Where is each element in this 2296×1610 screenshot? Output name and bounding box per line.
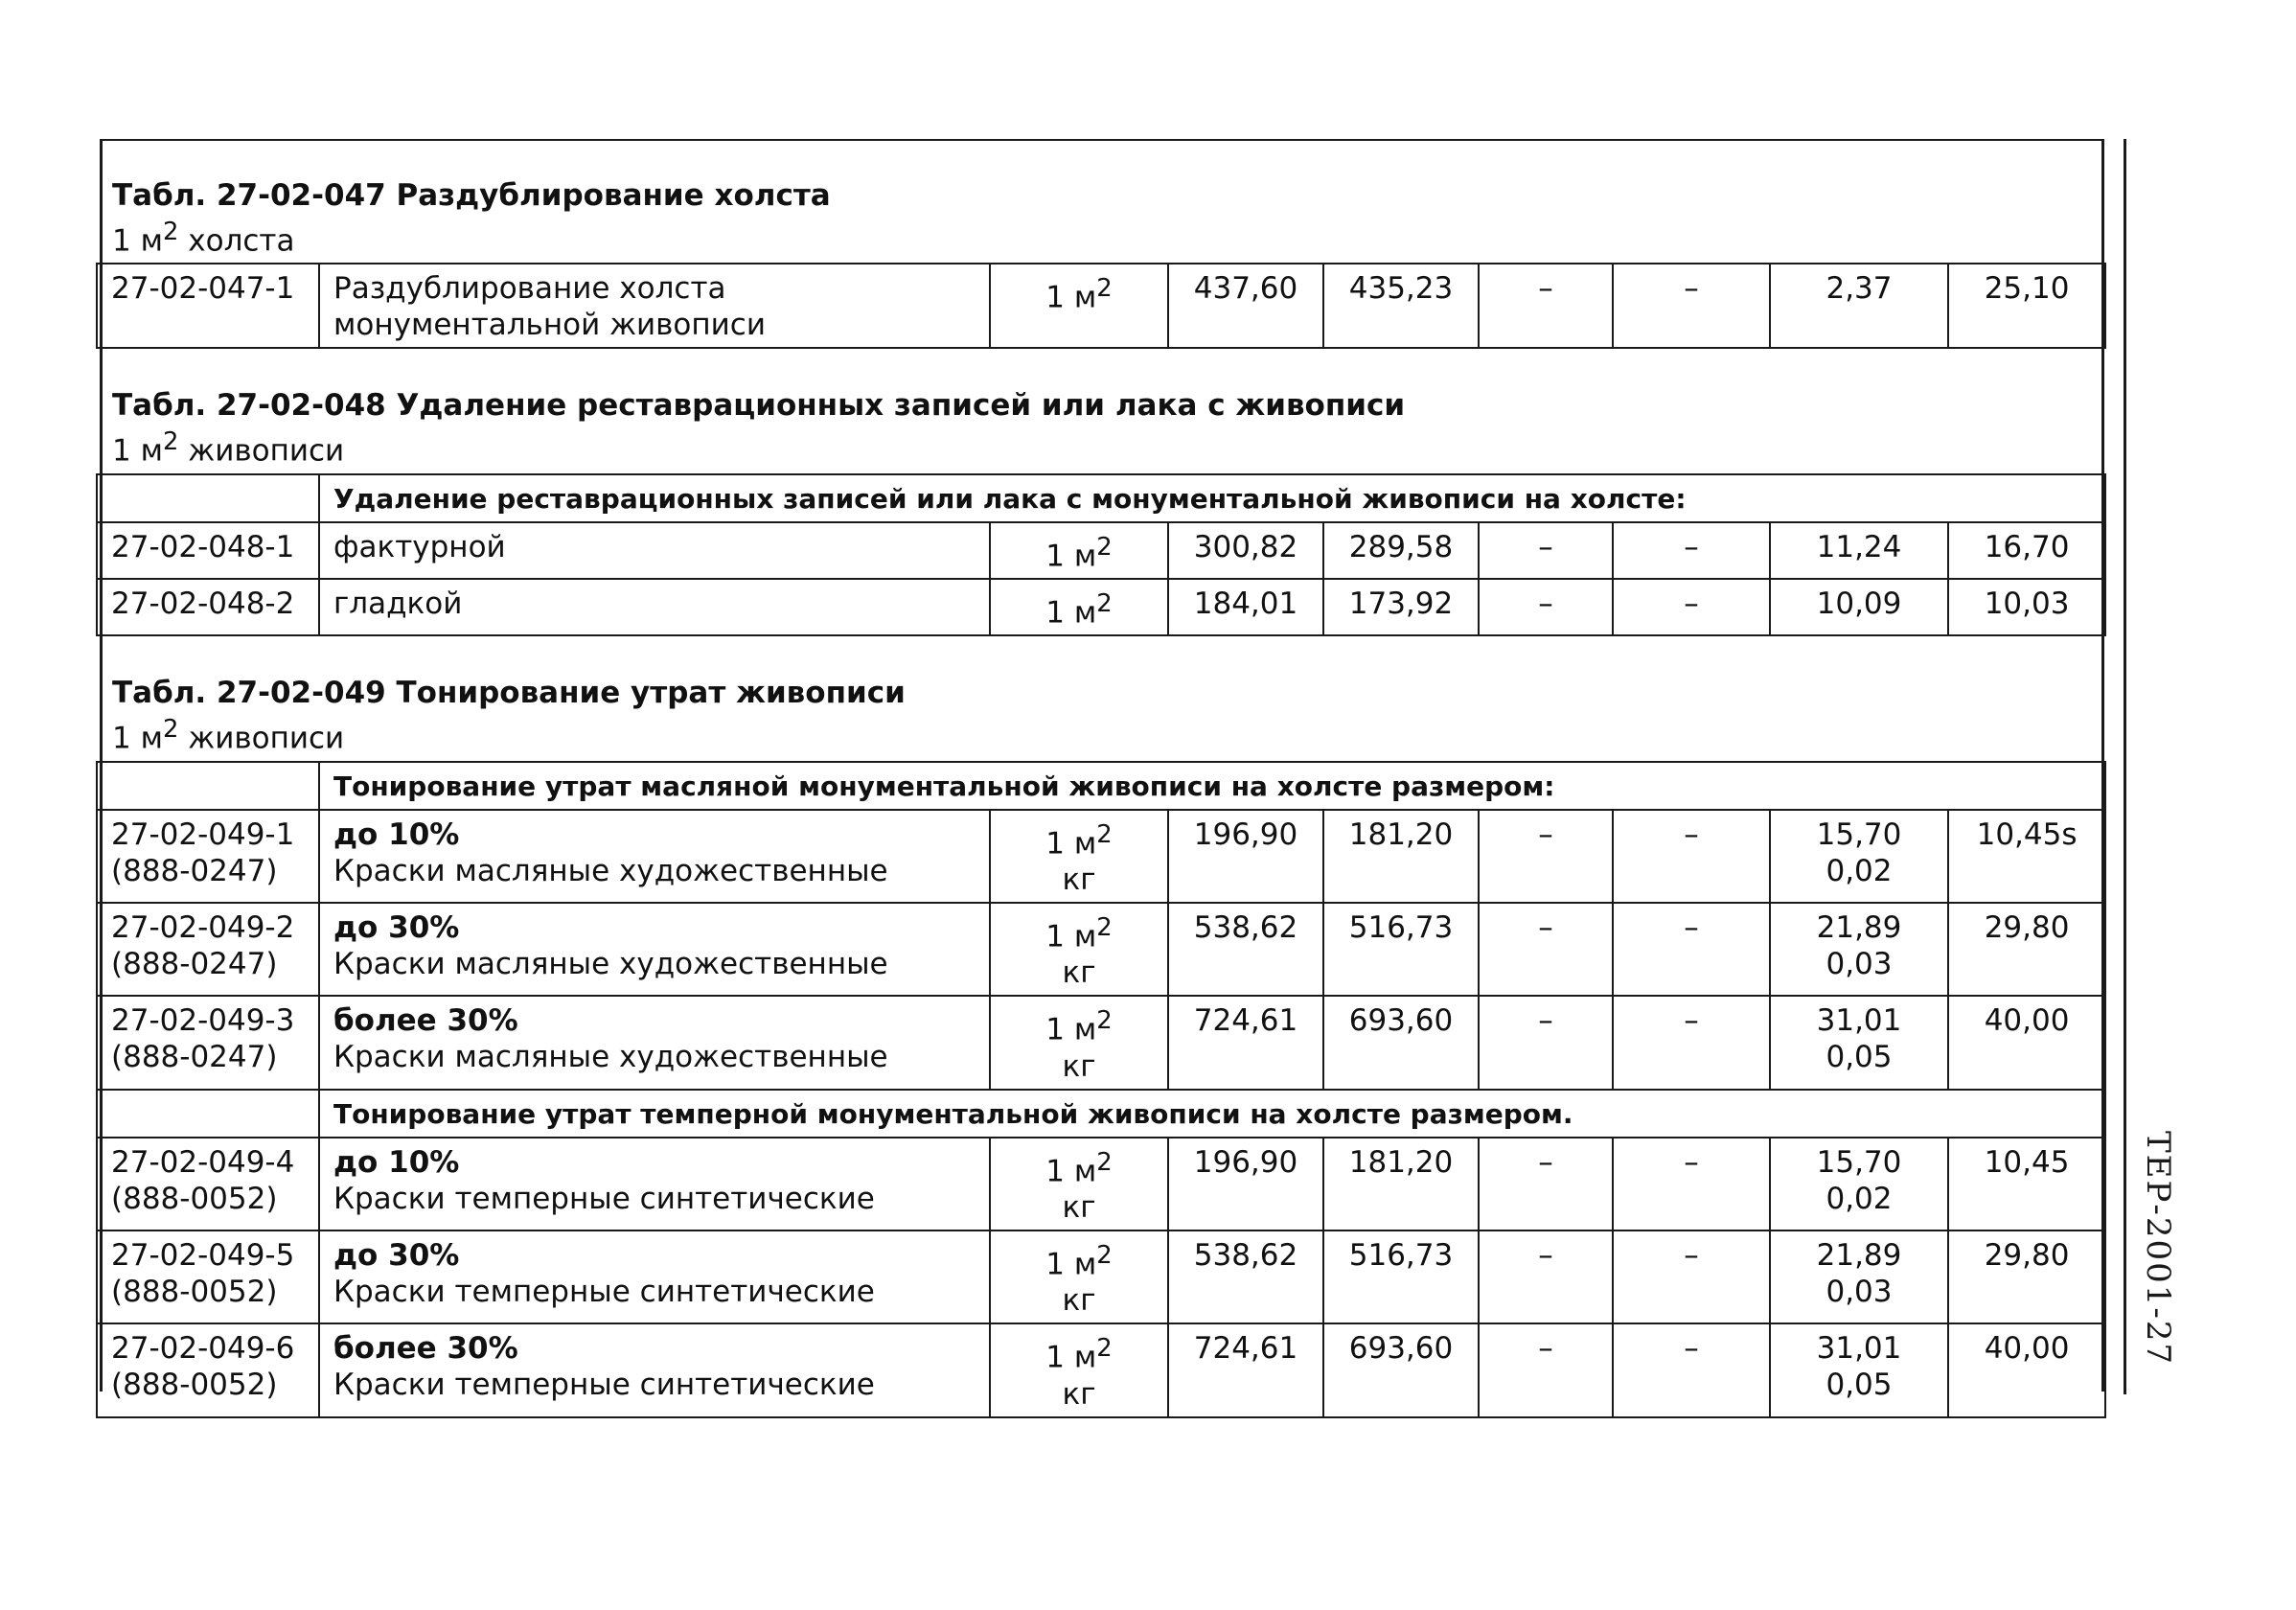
name-cell: до 30% Краски темперные синтетические xyxy=(319,1230,990,1323)
value-cell: 29,80 xyxy=(1948,1230,2105,1323)
value-cell: 21,89 0,03 xyxy=(1770,1230,1948,1323)
unit-cell: 1 $м^2$ xyxy=(990,522,1168,579)
value-cell: 538,62 xyxy=(1168,1230,1323,1323)
table-row xyxy=(97,522,2105,579)
value-cell: – xyxy=(1479,522,1613,579)
value-cell: 538,62 xyxy=(1168,903,1323,996)
section-unit: 1 $м^2$ живописи xyxy=(112,427,345,469)
table-row xyxy=(97,996,2105,1089)
section-unit: 1 $м^2$ живописи xyxy=(112,715,345,756)
subgroup-title: Тонирование утрат масляной монументальной живописи на холсте размером: xyxy=(319,762,2105,810)
name-cell: гладкой xyxy=(319,579,990,635)
value-cell: – xyxy=(1613,264,1770,348)
table-body xyxy=(97,139,2105,1417)
value-cell: – xyxy=(1479,996,1613,1089)
table-row xyxy=(97,903,2105,996)
value-cell: 40,00 xyxy=(1948,1323,2105,1416)
value-cell: – xyxy=(1479,1323,1613,1416)
code-cell: 27-02-049-2 (888-0247) xyxy=(97,903,319,996)
code-cell: 27-02-049-3 (888-0247) xyxy=(97,996,319,1089)
table-row xyxy=(97,264,2105,348)
value-cell: 11,24 xyxy=(1770,522,1948,579)
value-cell: 40,00 xyxy=(1948,996,2105,1089)
value-cell: 516,73 xyxy=(1323,1230,1479,1323)
section-header xyxy=(97,635,2105,761)
value-cell: 724,61 xyxy=(1168,1323,1323,1416)
code-cell: 27-02-049-4 (888-0052) xyxy=(97,1138,319,1230)
section-header xyxy=(97,348,2105,473)
value-cell: 21,89 0,03 xyxy=(1770,903,1948,996)
value-cell: 289,58 xyxy=(1323,522,1479,579)
value-cell: 31,01 0,05 xyxy=(1770,996,1948,1089)
value-cell: 693,60 xyxy=(1323,996,1479,1089)
empty-code-cell xyxy=(97,762,319,810)
value-cell: 184,01 xyxy=(1168,579,1323,635)
table-row xyxy=(97,579,2105,635)
unit-cell: 1 $м^2$ кг xyxy=(990,903,1168,996)
table-row xyxy=(97,1230,2105,1323)
subgroup-title: Удаление реставрационных записей или лака с монументальной живописи на холсте: xyxy=(319,474,2105,522)
subgroup-row xyxy=(97,474,2105,522)
unit-cell: 1 $м^2$ кг xyxy=(990,810,1168,903)
value-cell: 437,60 xyxy=(1168,264,1323,348)
unit-cell: 1 $м^2$ кг xyxy=(990,996,1168,1089)
value-cell: 15,70 0,02 xyxy=(1770,810,1948,903)
name-cell: до 10% Краски масляные художественные xyxy=(319,810,990,903)
value-cell: 16,70 xyxy=(1948,522,2105,579)
value-cell: – xyxy=(1613,579,1770,635)
subgroup-row xyxy=(97,762,2105,810)
unit-cell: 1 $м^2$ xyxy=(990,579,1168,635)
value-cell: 173,92 xyxy=(1323,579,1479,635)
value-cell: – xyxy=(1613,1230,1770,1323)
value-cell: – xyxy=(1479,810,1613,903)
value-cell: 196,90 xyxy=(1168,1138,1323,1230)
name-cell: Раздублирование холста монументальной живописи xyxy=(319,264,990,348)
value-cell: 693,60 xyxy=(1323,1323,1479,1416)
value-cell: – xyxy=(1613,810,1770,903)
subgroup-title: Тонирование утрат темперной монументальной живописи на холсте размером. xyxy=(319,1090,2105,1138)
unit-cell: 1 $м^2$ кг xyxy=(990,1138,1168,1230)
unit-cell: 1 $м^2$ кг xyxy=(990,1323,1168,1416)
value-cell: 10,45 xyxy=(1948,1138,2105,1230)
value-cell: 196,90 xyxy=(1168,810,1323,903)
value-cell: – xyxy=(1479,903,1613,996)
code-cell: 27-02-048-2 xyxy=(97,579,319,635)
unit-cell: 1 $м^2$ xyxy=(990,264,1168,348)
value-cell: – xyxy=(1613,1138,1770,1230)
value-cell: – xyxy=(1479,1138,1613,1230)
side-rule xyxy=(2124,139,2126,1394)
value-cell: 29,80 xyxy=(1948,903,2105,996)
value-cell: 181,20 xyxy=(1323,1138,1479,1230)
section-header-row xyxy=(97,139,2105,264)
value-cell: – xyxy=(1613,1323,1770,1416)
value-cell: 31,01 0,05 xyxy=(1770,1323,1948,1416)
name-cell: до 10% Краски темперные синтетические xyxy=(319,1138,990,1230)
value-cell: – xyxy=(1479,1230,1613,1323)
value-cell: – xyxy=(1479,264,1613,348)
section-header-row xyxy=(97,348,2105,473)
value-cell: 2,37 xyxy=(1770,264,1948,348)
document-code: ТЕР-2001-27 xyxy=(2139,1131,2177,1367)
section-header xyxy=(97,139,2105,264)
table-row xyxy=(97,1323,2105,1416)
section-title: Табл. 27-02-049 Тонирование утрат живописи xyxy=(112,676,906,711)
section-title: Табл. 27-02-047 Раздублирование холста xyxy=(112,178,831,213)
code-cell: 27-02-049-1 (888-0247) xyxy=(97,810,319,903)
value-cell: 181,20 xyxy=(1323,810,1479,903)
unit-cell: 1 $м^2$ кг xyxy=(990,1230,1168,1323)
rates-table xyxy=(96,139,2106,1418)
section-header-row xyxy=(97,635,2105,761)
value-cell: 724,61 xyxy=(1168,996,1323,1089)
value-cell: 15,70 0,02 xyxy=(1770,1138,1948,1230)
section-unit: 1 $м^2$ холста xyxy=(112,218,295,259)
value-cell: 10,03 xyxy=(1948,579,2105,635)
code-cell: 27-02-048-1 xyxy=(97,522,319,579)
code-cell: 27-02-047-1 xyxy=(97,264,319,348)
value-cell: – xyxy=(1613,522,1770,579)
code-cell: 27-02-049-6 (888-0052) xyxy=(97,1323,319,1416)
value-cell: – xyxy=(1613,903,1770,996)
table-row xyxy=(97,1138,2105,1230)
empty-code-cell xyxy=(97,1090,319,1138)
name-cell: более 30% Краски масляные художественные xyxy=(319,996,990,1089)
value-cell: 300,82 xyxy=(1168,522,1323,579)
value-cell: – xyxy=(1613,996,1770,1089)
subgroup-row xyxy=(97,1090,2105,1138)
code-cell: 27-02-049-5 (888-0052) xyxy=(97,1230,319,1323)
empty-code-cell xyxy=(97,474,319,522)
table-row xyxy=(97,810,2105,903)
value-cell: – xyxy=(1479,579,1613,635)
name-cell: более 30% Краски темперные синтетические xyxy=(319,1323,990,1416)
value-cell: 10,45s xyxy=(1948,810,2105,903)
name-cell: до 30% Краски масляные художественные xyxy=(319,903,990,996)
value-cell: 516,73 xyxy=(1323,903,1479,996)
value-cell: 435,23 xyxy=(1323,264,1479,348)
value-cell: 25,10 xyxy=(1948,264,2105,348)
section-title: Табл. 27-02-048 Удаление реставрационных записей или лака с живописи xyxy=(112,388,1406,424)
value-cell: 10,09 xyxy=(1770,579,1948,635)
name-cell: фактурной xyxy=(319,522,990,579)
